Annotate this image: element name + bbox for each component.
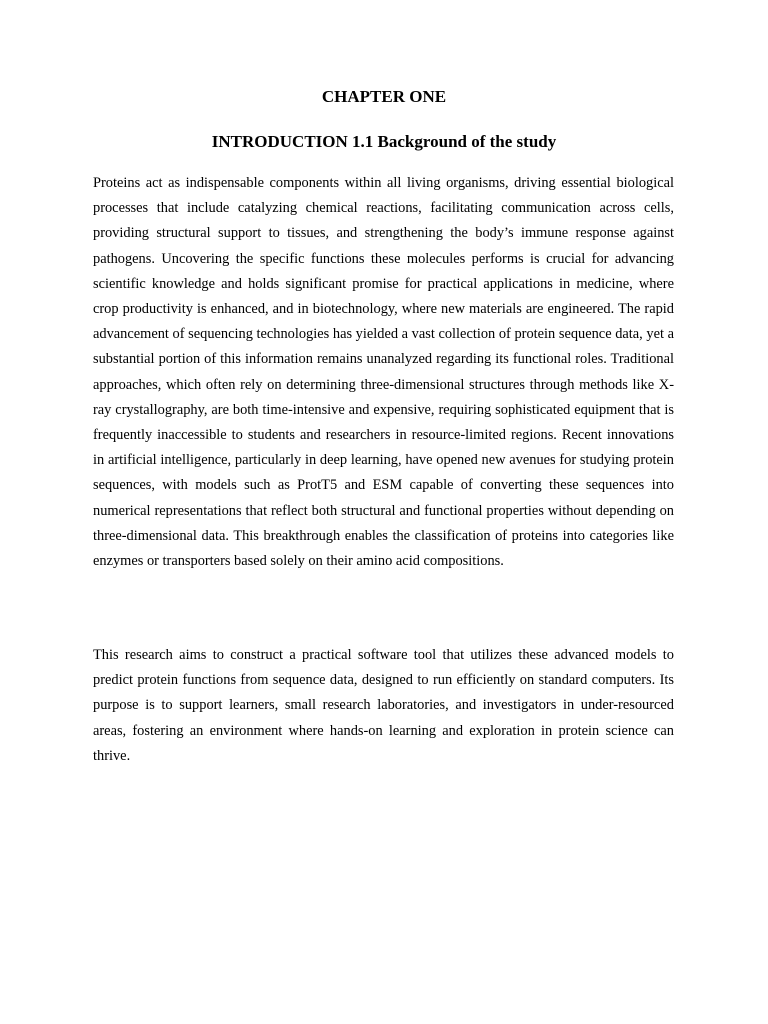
section-heading: INTRODUCTION 1.1 Background of the study	[211, 132, 557, 151]
body-paragraph: Proteins act as indispensable components within all living organisms, driving essential biological processes that include catalyzing chemical reactions, facilitating communication across cells, providing structural support to tissues, and strengthening the body’s immune response against pathogens. Uncovering the specific functions these molecules performs is crucial for advancing scientific knowledge and holds significant promise for practical applications in medicine, where crop productivity is enhanced, and in biotechnology, where new materials are engineered. The rapid advancement of sequencing technologies has yielded a vast collection of protein sequence data, yet a substantial portion of this information remains unanalyzed regarding its functional roles. Traditional approaches, which often rely on determining three-dimensional structures through methods like X-ray crystallography, are both time-intensive and expensive, requiring sophisticated equipment that is frequently inaccessible to students and researchers in resource-limited regions. Recent innovations in artificial intelligence, particularly in deep learning, have opened new avenues for studying protein sequences, with models such as ProtT5 and ESM capable of converting these sequences into numerical representations that reflect both structural and functional properties without depending on three-dimensional data. This breakthrough enables the classification of proteins into categories like enzymes or transporters based solely on their amino acid compositions.	[93, 175, 674, 570]
body-paragraph: This research aims to construct a practical software tool that utilizes these advanced models to predict protein functions from sequence data, designed to run efficiently on standard computers. Its purpose is to support learners, small research laboratories, and investigators in under-resourced areas, fostering an environment where hands-on learning and exploration in protein science can thrive.	[93, 647, 674, 764]
chapter-heading: CHAPTER ONE	[321, 87, 447, 106]
